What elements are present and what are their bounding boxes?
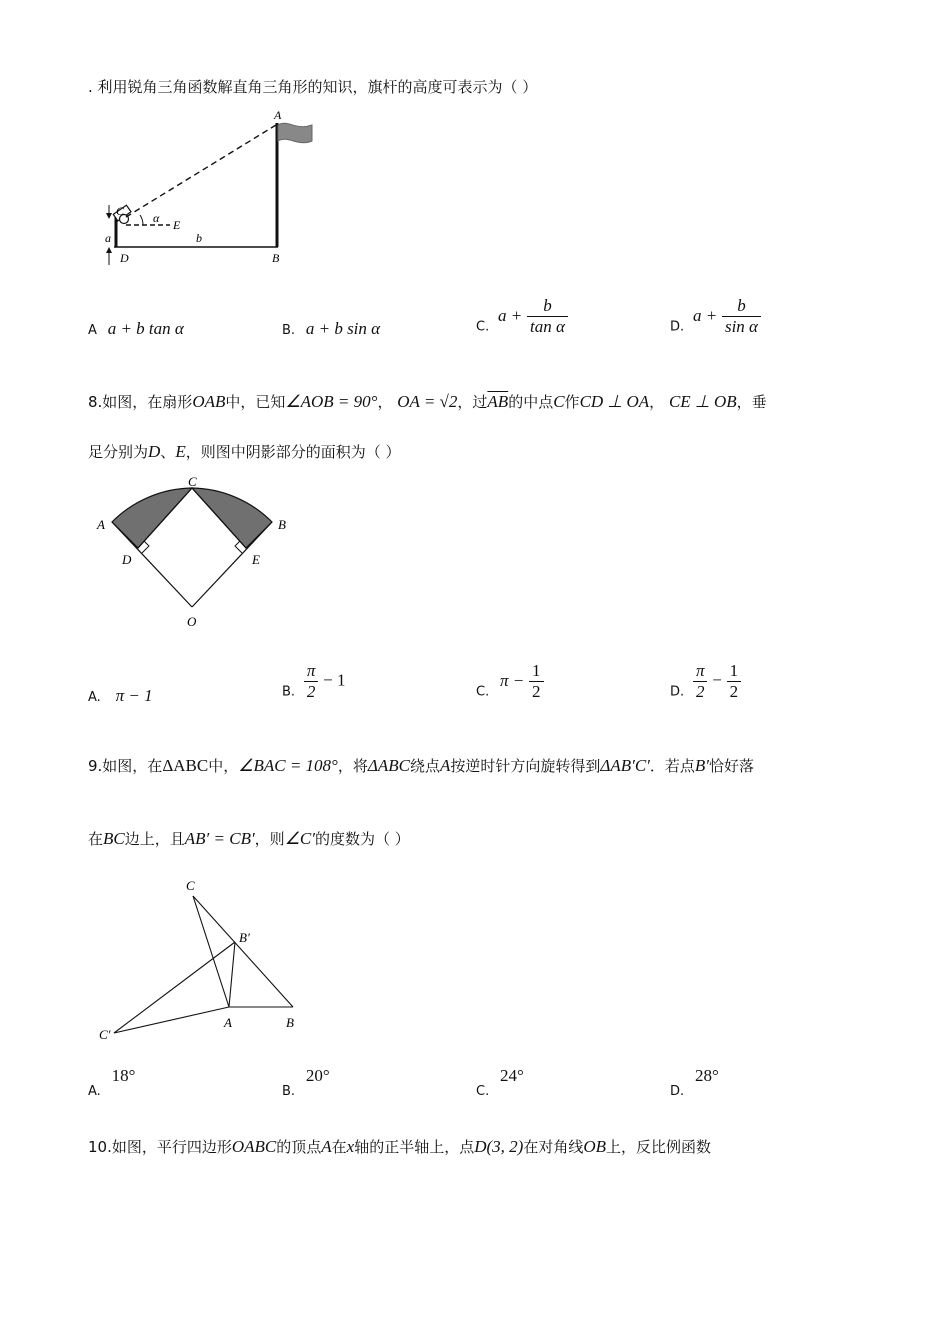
- label-alpha: α: [153, 211, 160, 225]
- q9-stem-line2: [88, 828, 410, 849]
- fraction-denominator: sin α: [724, 316, 758, 336]
- label-D: D: [122, 552, 132, 567]
- label-a: a: [105, 231, 111, 245]
- stem-text: 轴的正半轴上，点: [354, 1138, 475, 1156]
- label-O: O: [187, 614, 197, 629]
- option-letter: C.: [476, 684, 490, 700]
- stem-math: ∠AOB = 90°: [285, 392, 378, 411]
- q9-option-A[interactable]: [88, 1066, 135, 1099]
- q8-figure: [92, 475, 302, 635]
- segment-CB: [193, 896, 293, 1007]
- q7-option-D[interactable]: [670, 296, 761, 336]
- stem-math: CE ⊥ OB: [668, 392, 737, 411]
- option-letter: C.: [476, 319, 490, 335]
- option-fraction: [527, 296, 568, 336]
- fraction-numerator: b: [527, 296, 568, 317]
- stem-math: A: [321, 1137, 332, 1156]
- stem-math: ΔAB′C′: [600, 756, 650, 775]
- label-C: C: [186, 878, 195, 893]
- fraction-denominator: 2: [306, 681, 316, 701]
- option-letter: D.: [670, 319, 685, 335]
- fraction-denominator: 2: [532, 681, 541, 701]
- stem-math: A: [439, 756, 451, 775]
- option-fraction: [529, 661, 544, 701]
- stem-text: 按逆时针方向旋转得到: [450, 757, 601, 775]
- segment-AB1: [229, 942, 235, 1007]
- stem-math: B′: [694, 756, 710, 775]
- stem-math: ΔABC: [162, 756, 209, 775]
- q8-stem-line1: [88, 391, 767, 412]
- height-arrow-top-head: [106, 213, 112, 219]
- stem-text: 的中点: [508, 393, 554, 411]
- option-letter: D.: [670, 684, 685, 700]
- stem-math: ∠C′: [284, 829, 315, 848]
- q7-option-B[interactable]: [282, 319, 380, 339]
- q7-option-A[interactable]: [88, 319, 184, 339]
- option-expr: a + b sin α: [305, 319, 381, 338]
- stem-text: 边上，且: [124, 830, 185, 848]
- option-letter: B.: [282, 684, 296, 700]
- label-D: D: [120, 251, 129, 265]
- stem-text: 上，反比例函数: [606, 1138, 712, 1156]
- stem-text: 在对角线: [523, 1138, 584, 1156]
- q10-stem: [88, 1136, 711, 1157]
- option-expr: 18°: [111, 1066, 136, 1085]
- stem-text: 中，: [208, 757, 239, 775]
- label-B: B: [286, 1015, 294, 1030]
- stem-math: BC: [103, 829, 125, 848]
- option-expr: 24°: [500, 1066, 524, 1085]
- shaded-region-right: [192, 488, 272, 548]
- q8-option-D[interactable]: [670, 661, 741, 701]
- stem-math: x: [346, 1137, 355, 1156]
- label-E: E: [173, 218, 181, 232]
- option-prefix: a +: [692, 305, 718, 325]
- option-fraction: [304, 661, 319, 701]
- option-expr: 20°: [305, 1066, 330, 1085]
- stem-math: OABC: [231, 1137, 277, 1156]
- label-A: A: [97, 517, 105, 532]
- stem-text: ，则: [254, 830, 285, 848]
- q8-option-C[interactable]: [476, 661, 544, 701]
- stem-text: 在: [88, 830, 104, 848]
- stem-text: ，过: [457, 393, 488, 411]
- label-B: B: [278, 517, 286, 532]
- q7-stem: . 利用锐角三角函数解直角三角形的知识，旗杆的高度可表示为（ ）: [88, 78, 538, 96]
- label-C: C: [116, 204, 125, 218]
- fraction-denominator: tan α: [530, 316, 565, 336]
- stem-math-arc: $\overline{AB}$: [487, 392, 509, 411]
- stem-text: 中，已知: [225, 393, 286, 411]
- stem-math: AB′ = CB′: [184, 829, 255, 848]
- q9-option-B[interactable]: [282, 1066, 330, 1099]
- radius-OB: [192, 522, 272, 607]
- shaded-region-left: [112, 488, 192, 548]
- stem-text: 8.如图，在扇形: [88, 393, 193, 411]
- fraction-numerator: π: [693, 661, 708, 682]
- q9-stem-line1: [88, 755, 754, 776]
- stem-math: OAB: [192, 392, 226, 411]
- stem-math: D: [148, 442, 161, 461]
- q7-figure: [100, 105, 325, 270]
- option-letter: A.: [88, 690, 101, 705]
- label-B: B: [272, 251, 280, 265]
- option-letter: C.: [476, 1084, 490, 1099]
- fraction-numerator: b: [722, 296, 761, 317]
- option-letter: A.: [88, 1084, 101, 1099]
- label-B-prime: B′: [239, 930, 250, 945]
- stem-math: D(3, 2): [474, 1137, 524, 1156]
- stem-text: 的度数为（ ）: [315, 830, 410, 848]
- sight-line: [126, 125, 276, 217]
- stem-text: 10.如图，平行四边形: [88, 1138, 232, 1156]
- label-A: A: [274, 108, 282, 122]
- stem-text: 的顶点: [276, 1138, 322, 1156]
- stem-text: 作: [564, 393, 580, 411]
- stem-text: ，将: [337, 757, 368, 775]
- option-letter: A: [88, 323, 97, 338]
- option-fraction: [693, 661, 708, 701]
- stem-text: ，垂: [736, 393, 767, 411]
- fraction-denominator: 2: [695, 681, 705, 701]
- q9-option-D[interactable]: [670, 1066, 719, 1099]
- option-letter: D.: [670, 1084, 685, 1099]
- option-letter: B.: [282, 1084, 296, 1099]
- label-b: b: [196, 231, 202, 245]
- height-arrow-bottom-head: [106, 247, 112, 253]
- segment-CA: [193, 896, 229, 1007]
- fraction-denominator: 2: [729, 681, 739, 701]
- option-prefix: π −: [500, 670, 525, 690]
- angle-alpha-arc: [140, 215, 143, 225]
- option-expr: a + b tan α: [107, 319, 184, 338]
- stem-math: OB: [583, 1137, 607, 1156]
- option-fraction: [727, 661, 742, 701]
- option-expr: π − 1: [115, 686, 153, 705]
- fraction-numerator: π: [304, 661, 319, 682]
- q9-figure: [92, 876, 332, 1046]
- fraction-numerator: 1: [529, 661, 544, 682]
- stem-text: ，: [649, 393, 665, 411]
- option-operator: −: [712, 670, 722, 690]
- option-prefix: a +: [498, 305, 523, 325]
- stem-text: 足分别为: [88, 443, 149, 461]
- stem-text: 恰好落: [709, 757, 755, 775]
- option-expr: 28°: [694, 1066, 719, 1085]
- label-C: C: [188, 475, 197, 489]
- stem-text: 、: [160, 443, 176, 461]
- stem-text: 9.如图，在: [88, 757, 163, 775]
- label-C-prime: C′: [99, 1027, 111, 1042]
- stem-text: ．若点: [649, 757, 695, 775]
- stem-text: 绕点: [409, 757, 440, 775]
- stem-math: OA = √2: [397, 392, 458, 411]
- option-fraction: [722, 296, 761, 336]
- q8-option-A[interactable]: [88, 686, 153, 706]
- stem-text: ，: [377, 393, 393, 411]
- stem-math: E: [175, 442, 186, 461]
- q8-option-B[interactable]: [282, 661, 346, 701]
- q8-stem-line2: [88, 441, 400, 462]
- q7-option-C[interactable]: [476, 296, 568, 336]
- option-suffix: − 1: [323, 670, 346, 690]
- label-E: E: [252, 552, 260, 567]
- flag-shape: [278, 123, 312, 142]
- stem-math: C: [553, 392, 565, 411]
- stem-math: ΔABC: [367, 756, 410, 775]
- stem-text: 在: [331, 1138, 347, 1156]
- stem-math: CD ⊥ OA: [579, 392, 650, 411]
- label-A: A: [224, 1015, 232, 1030]
- fraction-numerator: 1: [727, 661, 742, 682]
- option-letter: B.: [282, 323, 296, 338]
- stem-text: ，则图中阴影部分的面积为（ ）: [185, 443, 401, 461]
- q9-option-C[interactable]: [476, 1066, 524, 1099]
- stem-math: ∠BAC = 108°: [238, 756, 338, 775]
